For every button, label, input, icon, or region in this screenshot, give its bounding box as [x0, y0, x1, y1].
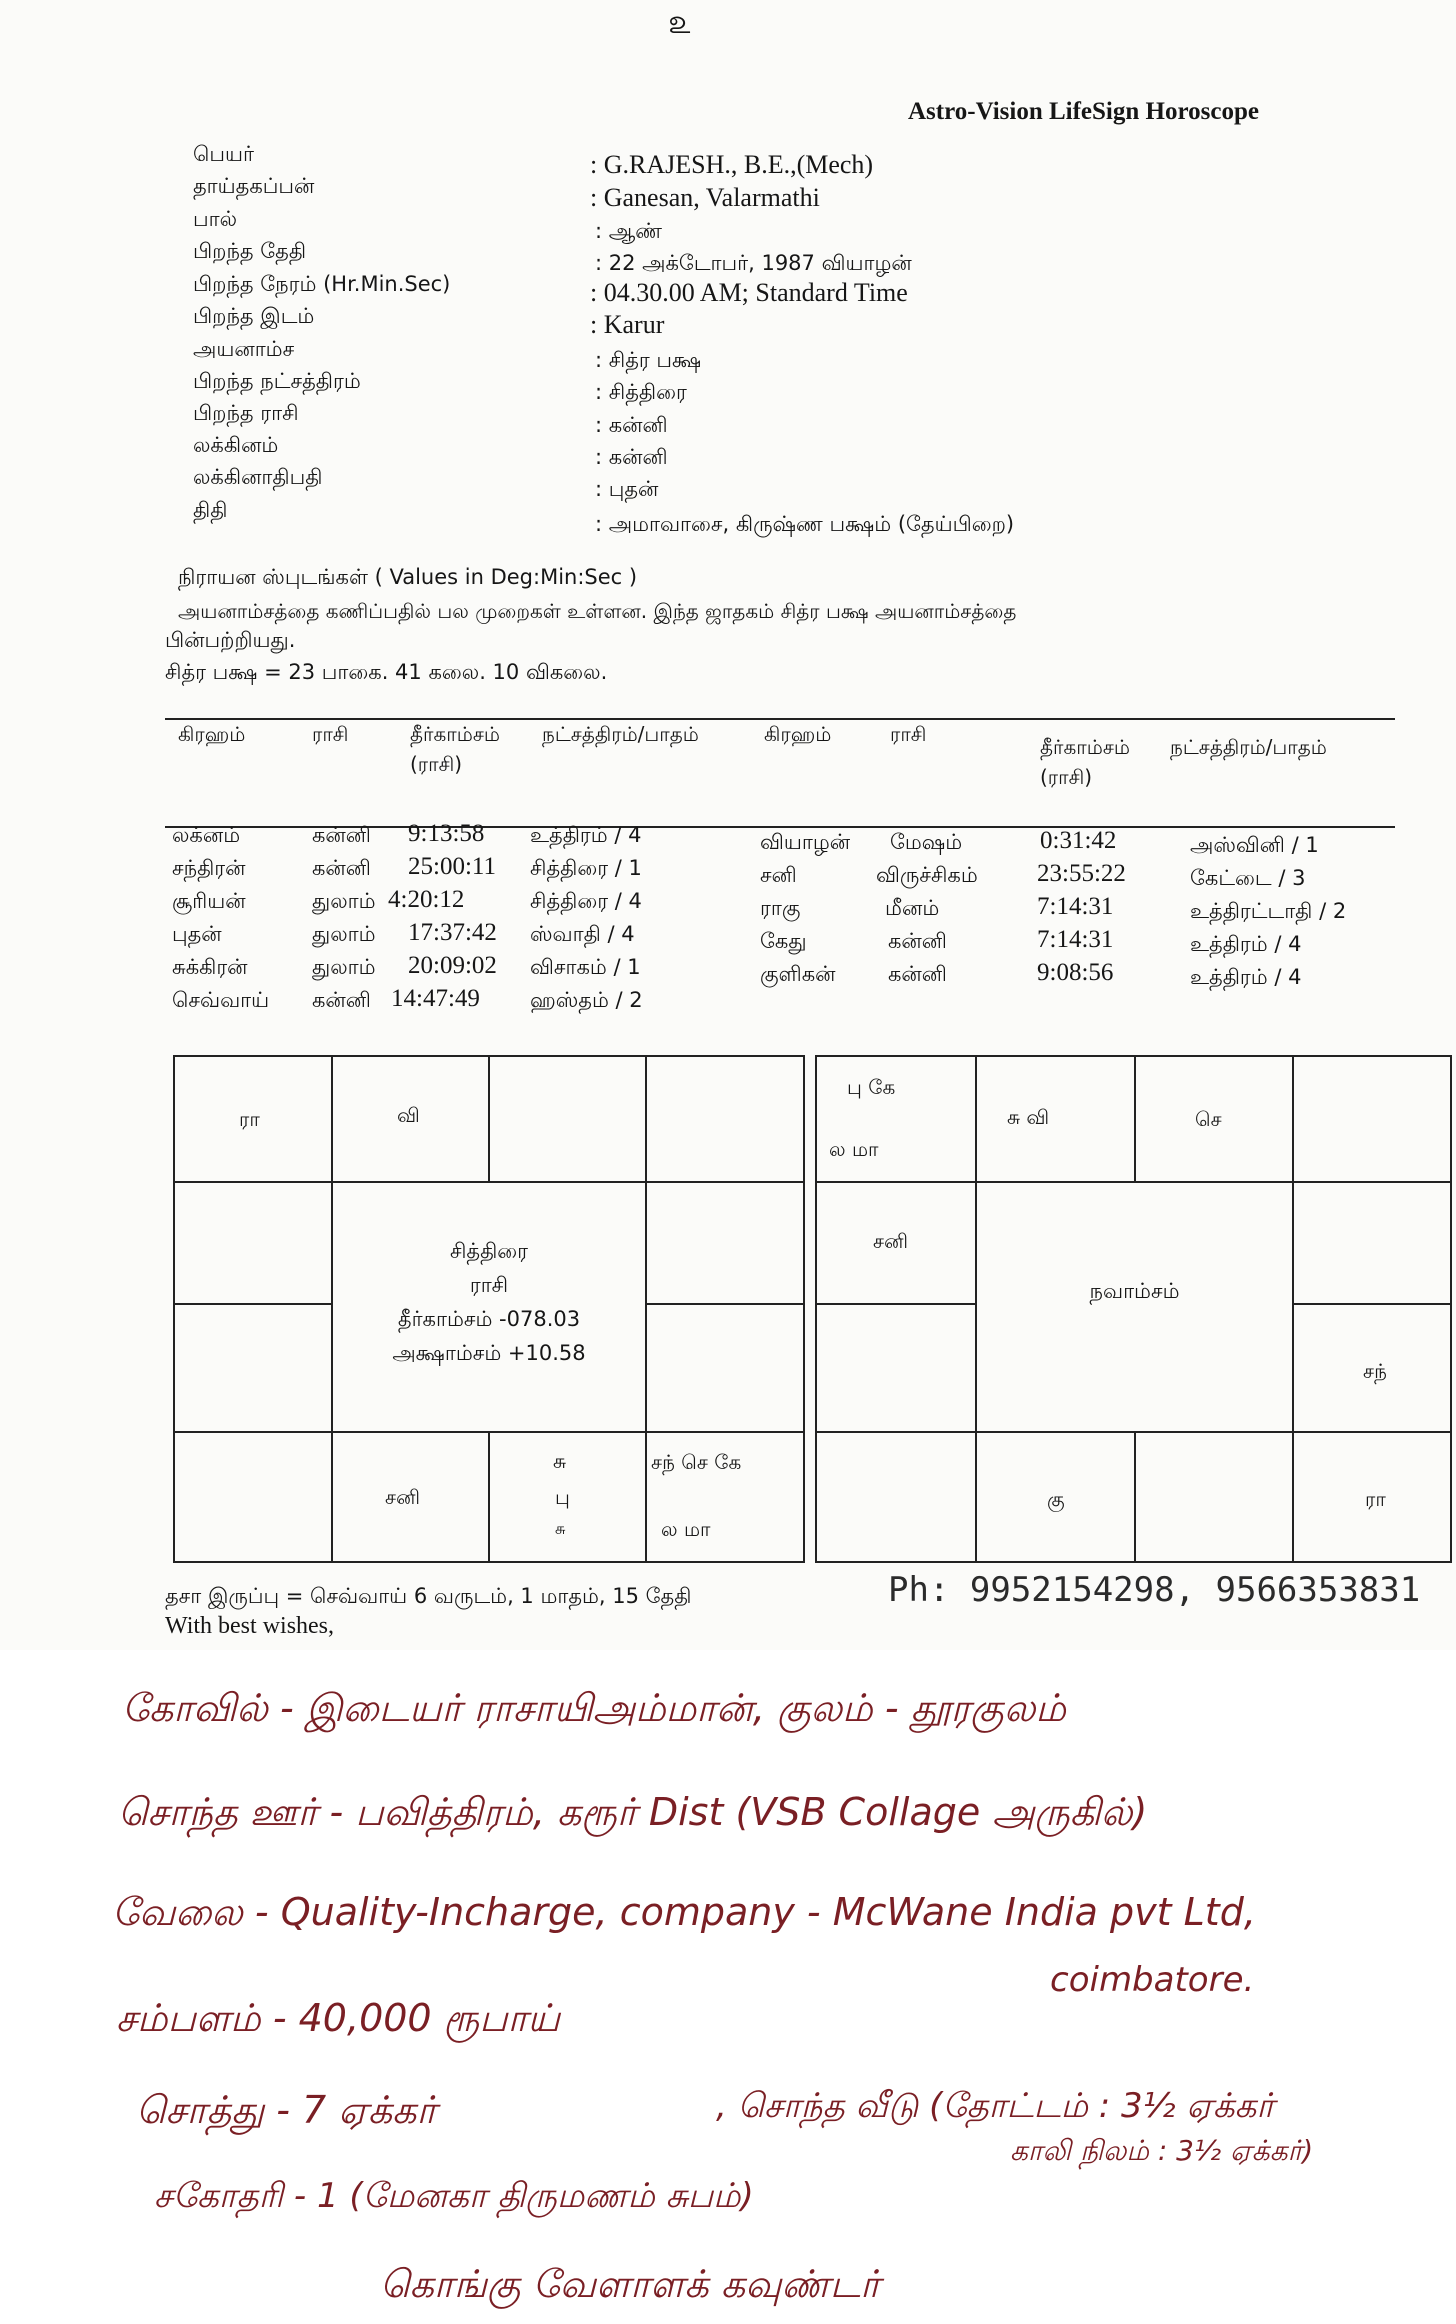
table-cell: சனி	[760, 863, 797, 887]
table-cell: துலாம்	[312, 955, 376, 979]
table-cell: லக்னம்	[172, 823, 241, 847]
table-cell: உத்திரம் / 4	[1190, 932, 1302, 956]
table-cell: சூரியன்	[172, 889, 246, 913]
navamsa-house-text: செ	[1195, 1107, 1222, 1131]
table-cell: கேட்டை / 3	[1190, 866, 1306, 890]
handwritten-line: வேலை - Quality-Incharge, company - McWane India pvt Ltd,	[112, 1890, 1256, 1934]
handwritten-line: , சொந்த வீடு (தோட்டம் : 3½ ஏக்கர்	[716, 2086, 1275, 2126]
detail-value: : ஆண்	[595, 219, 663, 243]
navamsa-house-text: பு கே	[847, 1075, 896, 1099]
table-header: (ராசி)	[1040, 765, 1093, 789]
handwritten-line: கோவில் - இடையர் ராசாயிஅம்மான், குலம் - தூரகுலம்	[122, 1686, 1066, 1730]
table-cell: விசாகம் / 1	[530, 955, 641, 979]
navamsa-house-text: ல மா	[829, 1137, 879, 1161]
table-cell: 17:37:42	[408, 919, 497, 946]
table-cell: கேது	[760, 929, 807, 953]
table-cell: வியாழன்	[760, 830, 851, 854]
table-cell: 9:08:56	[1037, 959, 1114, 986]
handwritten-line: சொந்த ஊர் - பவித்திரம், கரூர் Dist (VSB Collage அருகில்)	[118, 1790, 1148, 1834]
table-cell: குளிகன்	[760, 962, 836, 986]
navamsa-chart	[815, 1055, 1452, 1563]
table-header: ராசி	[890, 722, 927, 746]
navamsa-center-text: நவாம்சம்	[1089, 1279, 1180, 1303]
rasi-house-text: சந் செ கே	[651, 1450, 742, 1474]
detail-label: பிறந்த நட்சத்திரம்	[193, 369, 361, 393]
table-cell: கன்னி	[312, 988, 371, 1012]
dasa-balance: தசா இருப்பு = செவ்வாய் 6 வருடம், 1 மாதம், 15 தேதி	[165, 1584, 692, 1608]
rasi-center-text: தீர்காம்சம் -078.03	[397, 1307, 581, 1331]
table-top-rule	[165, 718, 1395, 720]
table-cell: விருச்சிகம்	[876, 863, 978, 887]
table-cell: உத்திரம் / 4	[530, 823, 642, 847]
table-cell: 14:47:49	[391, 985, 480, 1012]
table-cell: கன்னி	[888, 929, 947, 953]
detail-label: பால்	[193, 207, 238, 231]
rasi-house-text: ரா	[239, 1107, 260, 1131]
table-header: கிரஹம்	[764, 722, 832, 746]
page-mark: ௨	[668, 2, 693, 42]
table-cell: ஸ்வாதி / 4	[530, 922, 635, 946]
phone-numbers: Ph: 9952154298, 9566353831	[888, 1570, 1421, 1610]
rasi-house-text: சு	[555, 1519, 566, 1538]
table-header: (ராசி)	[410, 752, 463, 776]
nirayana-heading: நிராயன ஸ்புடங்கள் ( Values in Deg:Min:Sec )	[178, 565, 638, 589]
table-cell: ஹஸ்தம் / 2	[530, 988, 643, 1012]
table-cell: 7:14:31	[1037, 893, 1114, 920]
detail-label: திதி	[193, 498, 228, 522]
table-cell: 20:09:02	[408, 952, 497, 979]
rasi-house-text: சு	[553, 1449, 567, 1473]
handwritten-line: காலி நிலம் : 3½ ஏக்கர்)	[1010, 2134, 1314, 2167]
table-cell: புதன்	[172, 922, 222, 946]
table-header: நட்சத்திரம்/பாதம்	[542, 722, 699, 746]
rasi-center-text: சித்திரை	[449, 1239, 529, 1263]
rasi-house-text: ல மா	[661, 1517, 711, 1541]
table-cell: 7:14:31	[1037, 926, 1114, 953]
table-cell: சுக்கிரன்	[172, 955, 248, 979]
detail-label: பெயர்	[193, 142, 254, 166]
table-cell: கன்னி	[312, 823, 371, 847]
detail-label: பிறந்த இடம்	[193, 304, 315, 328]
detail-value: : கன்னி	[595, 445, 668, 469]
table-cell: ராகு	[760, 896, 801, 920]
table-cell: துலாம்	[312, 889, 376, 913]
rasi-chart	[173, 1055, 805, 1563]
detail-label: லக்கினம்	[193, 433, 279, 457]
rasi-center-text: ராசி	[469, 1273, 509, 1297]
detail-value: : G.RAJESH., B.E.,(Mech)	[590, 150, 874, 179]
table-cell: சந்திரன்	[172, 856, 246, 880]
detail-value: : சித்திரை	[595, 380, 687, 404]
detail-value: : 04.30.00 AM; Standard Time	[590, 278, 908, 307]
navamsa-house-text: சந்	[1363, 1359, 1387, 1383]
table-cell: 25:00:11	[408, 853, 496, 880]
table-header: கிரஹம்	[178, 722, 246, 746]
rasi-house-text: சனி	[385, 1485, 420, 1509]
handwritten-line: சகோதரி - 1 (மேனகா திருமணம் சுபம்)	[154, 2176, 754, 2216]
rasi-house-text: பு	[555, 1485, 570, 1509]
detail-label: பிறந்த தேதி	[193, 239, 307, 263]
table-cell: 0:31:42	[1040, 827, 1117, 854]
table-header: தீர்காம்சம்	[410, 722, 500, 746]
table-cell: 9:13:58	[408, 820, 485, 847]
table-header: நட்சத்திரம்/பாதம்	[1170, 735, 1327, 759]
table-cell: மீனம்	[885, 896, 940, 920]
detail-value: : அமாவாசை, கிருஷ்ண பக்ஷம் (தேய்பிறை)	[595, 512, 1015, 536]
detail-value: : Karur	[590, 310, 665, 339]
closing-text: With best wishes,	[165, 1613, 335, 1639]
handwritten-line: சொத்து - 7 ஏக்கர்	[136, 2088, 437, 2132]
handwritten-notes	[0, 1650, 1456, 2324]
table-header: ராசி	[312, 722, 349, 746]
detail-label: அயனாம்ச	[193, 337, 295, 361]
table-cell: சித்திரை / 4	[530, 889, 642, 913]
detail-value: : சித்ர பக்ஷ	[595, 348, 702, 372]
table-header: தீர்காம்சம்	[1040, 735, 1130, 759]
navamsa-house-text: கு	[1047, 1487, 1065, 1511]
rasi-center-text: அக்ஷாம்சம் +10.58	[392, 1341, 586, 1365]
table-cell: செவ்வாய்	[172, 988, 270, 1012]
table-cell: 23:55:22	[1037, 860, 1126, 887]
table-cell: கன்னி	[312, 856, 371, 880]
table-cell: மேஷம்	[890, 830, 963, 854]
nirayana-text: அயனாம்சத்தை கணிப்பதில் பல முறைகள் உள்ளன. இந்த ஜாதகம் சித்ர பக்ஷ அயனாம்சத்தை	[178, 599, 1017, 623]
navamsa-house-text: சு வி	[1007, 1105, 1050, 1129]
rasi-house-text: வி	[397, 1103, 420, 1127]
detail-value: : புதன்	[595, 477, 659, 501]
table-cell: 4:20:12	[388, 886, 465, 913]
handwritten-line: coimbatore.	[1050, 1960, 1255, 2000]
navamsa-house-text: சனி	[873, 1229, 908, 1253]
handwritten-line: சம்பளம் - 40,000 ரூபாய்	[116, 1996, 561, 2040]
table-cell: கன்னி	[888, 962, 947, 986]
handwritten-line: கொங்கு வேளாளக் கவுண்டர்	[380, 2262, 880, 2306]
table-cell: துலாம்	[312, 922, 376, 946]
table-cell: உத்திரட்டாதி / 2	[1190, 899, 1347, 923]
table-cell: அஸ்வினி / 1	[1190, 833, 1319, 857]
detail-label: பிறந்த நேரம் (Hr.Min.Sec)	[193, 272, 451, 296]
detail-value: : 22 அக்டோபர், 1987 வியாழன்	[595, 251, 912, 275]
navamsa-house-text: ரா	[1365, 1487, 1386, 1511]
table-cell: உத்திரம் / 4	[1190, 965, 1302, 989]
detail-label: லக்கினாதிபதி	[193, 465, 323, 489]
detail-value: : கன்னி	[595, 413, 668, 437]
detail-label: பிறந்த ராசி	[193, 401, 299, 425]
detail-label: தாய்தகப்பன்	[193, 174, 315, 198]
nirayana-text: பின்பற்றியது.	[165, 628, 296, 652]
ayanamsa-value: சித்ர பக்ஷ = 23 பாகை. 41 கலை. 10 விகலை.	[165, 660, 608, 684]
report-title: Astro-Vision LifeSign Horoscope	[908, 98, 1259, 125]
table-cell: சித்திரை / 1	[530, 856, 642, 880]
detail-value: : Ganesan, Valarmathi	[590, 183, 820, 212]
